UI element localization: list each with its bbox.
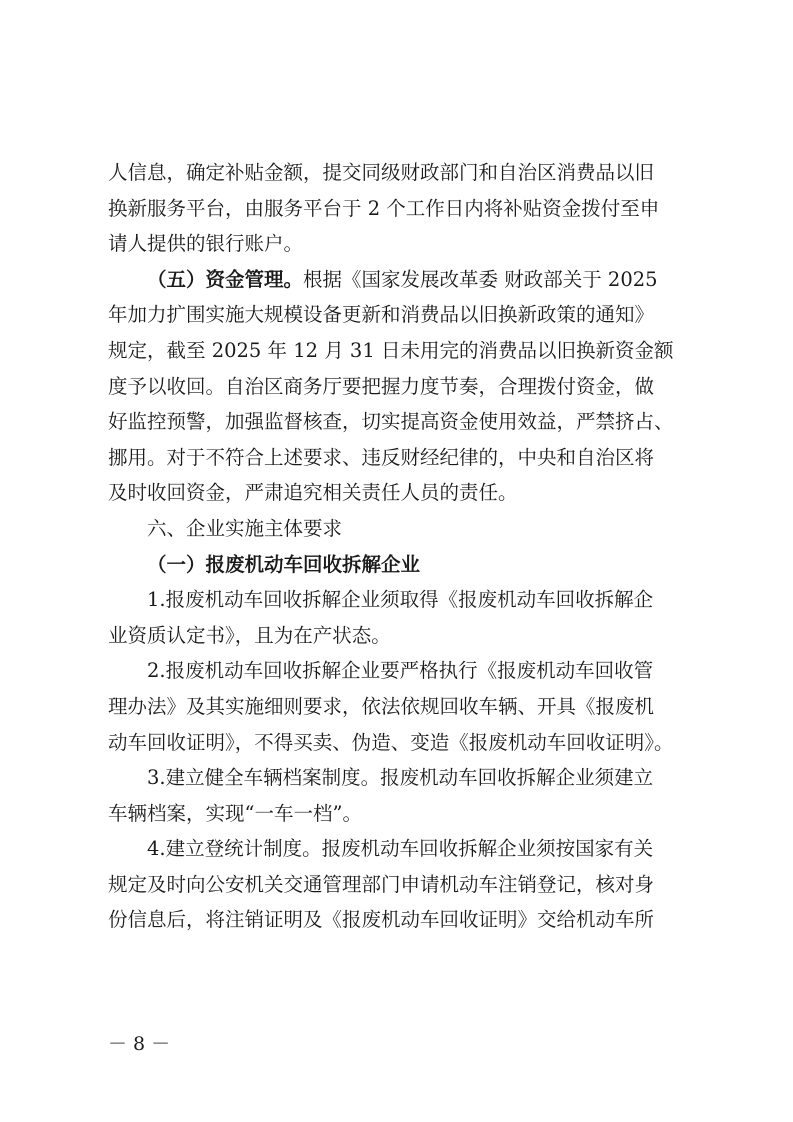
text-line (108, 689, 698, 725)
text-line (108, 191, 698, 227)
line-text: 及时收回资金，严肃追究相关责任人员的责任。 (108, 481, 518, 505)
text-line (108, 333, 698, 369)
page-number: － 8 － (108, 1033, 171, 1055)
section-heading: （一）报废机动车回收拆解企业 (147, 552, 421, 576)
body-text (108, 155, 698, 938)
text-line (108, 796, 698, 832)
line-text: 4.建立登统计制度。报废机动车回收拆解企业须按国家有关 (147, 837, 654, 861)
line-text: 规定及时向公安机关交通管理部门申请机动车注销登记，核对身 (108, 872, 655, 896)
line-text: 3.建立健全车辆档案制度。报废机动车回收拆解企业须建立 (147, 766, 654, 790)
line-text: 六、企业实施主体要求 (147, 516, 343, 540)
line-text: 1.报废机动车回收拆解企业须取得《报废机动车回收拆解企 (147, 588, 654, 612)
line-text: 挪用。对于不符合上述要求、违反财经纪律的，中央和自治区将 (108, 445, 655, 469)
text-line (108, 902, 698, 938)
line-text: 好监控预警，加强监督核查，切实提高资金使用效益，严禁挤占、 (108, 410, 674, 434)
text-line (108, 582, 698, 618)
line-text: 理办法》及其实施细则要求，依法依规回收车辆、开具《报废机 (108, 694, 655, 718)
line-text: 请人提供的银行账户。 (108, 232, 304, 256)
text-line (108, 725, 698, 761)
text-line (108, 760, 698, 796)
line-text: 度予以收回。自治区商务厅要把握力度节奏，合理拨付资金，做 (108, 374, 655, 398)
text-line (108, 867, 698, 903)
line-text: 换新服务平台，由服务平台于 2 个工作日内将补贴资金拨付至申 (108, 196, 660, 220)
line-text: 份信息后，将注销证明及《报废机动车回收证明》交给机动车所 (108, 908, 655, 932)
text-line (108, 262, 698, 298)
line-text: 动车回收证明》，不得买卖、伪造、变造《报废机动车回收证明》。 (108, 730, 674, 754)
text-line (108, 297, 698, 333)
text-line (108, 404, 698, 440)
text-line (108, 618, 698, 654)
text-line (108, 226, 698, 262)
line-text: 根据《国家发展改革委 财政部关于 2025 (303, 267, 658, 291)
text-line (108, 547, 698, 583)
line-text: 车辆档案，实现“一车一档”。 (108, 801, 362, 825)
text-line (108, 653, 698, 689)
text-line (108, 475, 698, 511)
line-text: 年加力扩围实施大规模设备更新和消费品以旧换新政策的通知》 (108, 303, 655, 327)
line-text: 人信息，确定补贴金额，提交同级财政部门和自治区消费品以旧 (108, 161, 655, 184)
section-heading: （五）资金管理。 (147, 267, 304, 291)
text-line (108, 155, 698, 191)
line-text: 业资质认定书》，且为在产状态。 (108, 623, 391, 647)
text-line (108, 440, 698, 476)
line-text: 2.报废机动车回收拆解企业要严格执行《报废机动车回收管 (147, 659, 654, 683)
text-line (108, 831, 698, 867)
line-text: 规定，截至 2025 年 12 月 31 日未用完的消费品以旧换新资金额 (108, 338, 674, 362)
text-line (108, 511, 698, 547)
text-line (108, 369, 698, 405)
